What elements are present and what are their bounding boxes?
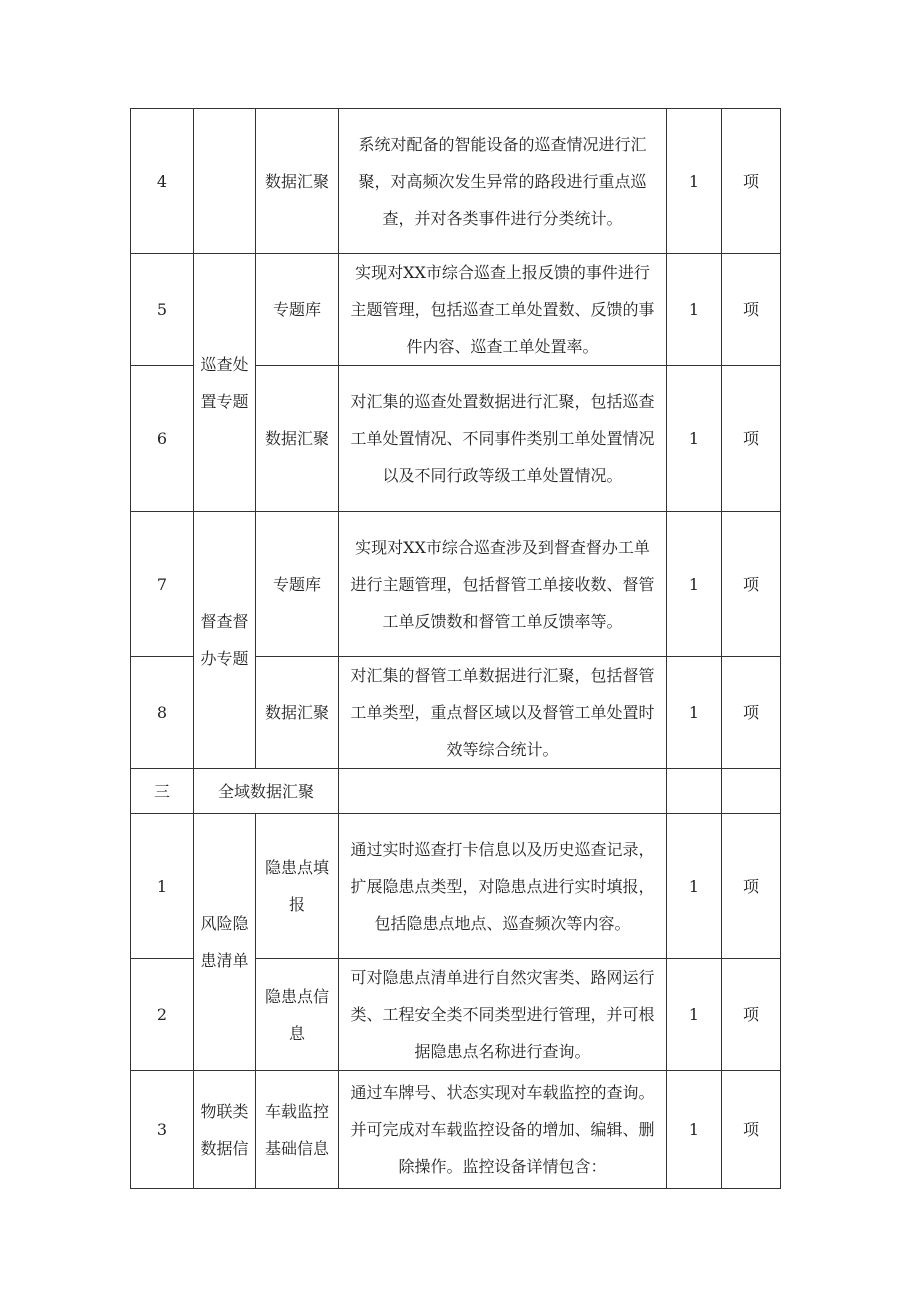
category-cell: 数据汇聚: [256, 657, 339, 769]
unit-cell: 项: [722, 814, 781, 959]
content-cell: 系统对配备的智能设备的巡查情况进行汇 聚，对高频次发生异常的路段进行重点巡 查，并对各类事件进行分类统计。: [339, 109, 667, 254]
category-cell: 隐患点填 报: [256, 814, 339, 959]
qty-cell: 1: [667, 109, 722, 254]
row-index: 5: [131, 254, 194, 366]
spec-table: [130, 108, 781, 1189]
group-cell-risk: 风险隐 患清单: [194, 814, 256, 1071]
group-cell-supervision: 督查督 办专题: [194, 512, 256, 769]
section-row: [131, 769, 781, 814]
row-index: 7: [131, 512, 194, 657]
qty-cell: 1: [667, 1071, 722, 1189]
section-title: 全域数据汇聚: [194, 769, 339, 814]
table-row: [131, 254, 781, 366]
content-cell: 可对隐患点清单进行自然灾害类、路网运行 类、工程安全类不同类型进行管理，并可根 据隐患点名称进行查询。: [339, 959, 667, 1071]
table-row: [131, 1071, 781, 1189]
unit-cell: 项: [722, 366, 781, 512]
table-row: [131, 109, 781, 254]
section-empty-qty: [667, 769, 722, 814]
table-row: [131, 512, 781, 657]
row-index: 2: [131, 959, 194, 1071]
content-cell: 对汇集的巡查处置数据进行汇聚，包括巡查 工单处置情况、不同事件类别工单处置情况 以及不同行政等级工单处置情况。: [339, 366, 667, 512]
content-cell: 对汇集的督管工单数据进行汇聚，包括督管 工单类型，重点督区域以及督管工单处置时 效等综合统计。: [339, 657, 667, 769]
section-empty-unit: [722, 769, 781, 814]
section-empty-content: [339, 769, 667, 814]
table-row: [131, 814, 781, 959]
qty-cell: 1: [667, 254, 722, 366]
row-index: 1: [131, 814, 194, 959]
category-cell: 隐患点信 息: [256, 959, 339, 1071]
qty-cell: 1: [667, 657, 722, 769]
unit-cell: 项: [722, 959, 781, 1071]
category-cell: 专题库: [256, 254, 339, 366]
group-cell-iot: 物联类 数据信: [194, 1071, 256, 1189]
unit-cell: 项: [722, 512, 781, 657]
content-cell: 实现对XX市综合巡查上报反馈的事件进行 主题管理，包括巡查工单处置数、反馈的事 件内容、巡查工单处置率。: [339, 254, 667, 366]
unit-cell: 项: [722, 1071, 781, 1189]
content-cell: 通过实时巡查打卡信息以及历史巡查记录， 扩展隐患点类型，对隐患点进行实时填报， 包括隐患点地点、巡查频次等内容。: [339, 814, 667, 959]
category-cell: 车载监控 基础信息: [256, 1071, 339, 1189]
category-cell: 数据汇聚: [256, 366, 339, 512]
qty-cell: 1: [667, 366, 722, 512]
unit-cell: 项: [722, 657, 781, 769]
row-index: 3: [131, 1071, 194, 1189]
content-cell: 实现对XX市综合巡查涉及到督查督办工单 进行主题管理，包括督管工单接收数、督管 工单反馈数和督管工单反馈率等。: [339, 512, 667, 657]
unit-cell: 项: [722, 254, 781, 366]
group-cell-patrol: 巡查处 置专题: [194, 254, 256, 512]
qty-cell: 1: [667, 959, 722, 1071]
category-cell: 专题库: [256, 512, 339, 657]
unit-cell: 项: [722, 109, 781, 254]
qty-cell: 1: [667, 512, 722, 657]
content-cell: 通过车牌号、状态实现对车载监控的查询。 并可完成对车载监控设备的增加、编辑、删 除操作。监控设备详情包含：: [339, 1071, 667, 1189]
qty-cell: 1: [667, 814, 722, 959]
row-index: 4: [131, 109, 194, 254]
row-index: 6: [131, 366, 194, 512]
section-index: 三: [131, 769, 194, 814]
row-index: 8: [131, 657, 194, 769]
group-cell-empty: [194, 109, 256, 254]
category-cell: 数据汇聚: [256, 109, 339, 254]
